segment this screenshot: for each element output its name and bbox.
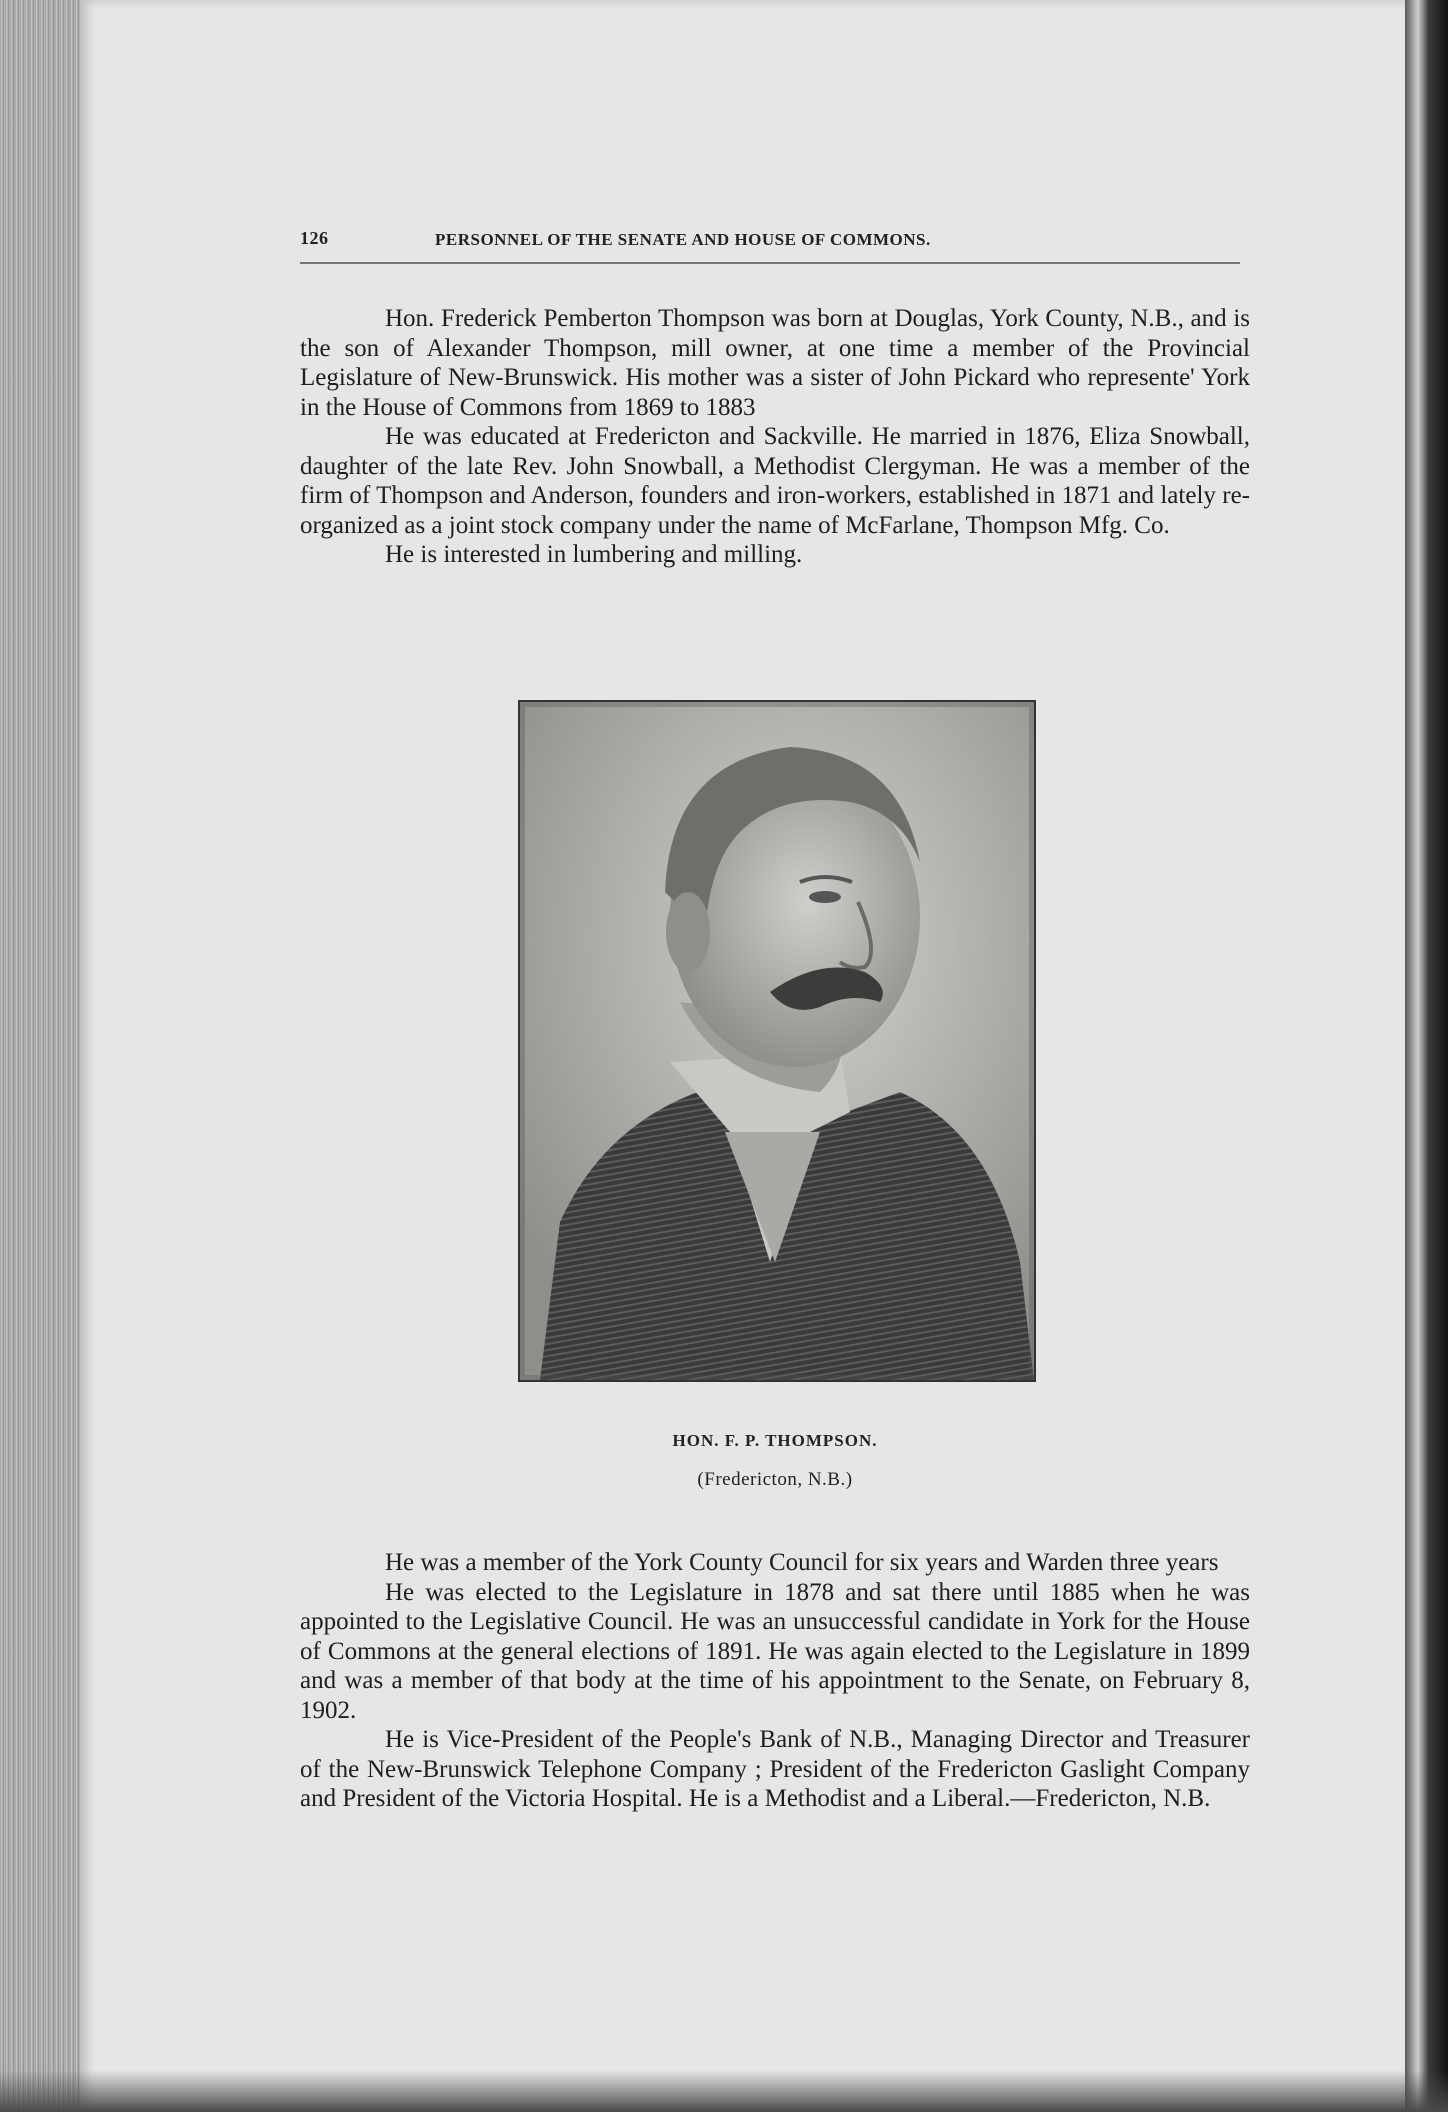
running-head	[300, 222, 1240, 264]
portrait-caption-location: (Fredericton, N.B.)	[697, 1469, 853, 1490]
paragraph: Hon. Frederick Pemberton Thompson was born at Douglas, York County, N.B., and is the son of Alexander Thompson, mill owner, at one time a member of the Provincial Legislature of New-Brunswick. His mother was a sister of John Pickard who represente' York in the House of Commons from 1869 to 1883	[300, 305, 1250, 421]
page-number: 126	[300, 228, 329, 248]
portrait-caption-name: HON. F. P. THOMPSON.	[672, 1431, 878, 1450]
paragraph: He was educated at Fredericton and Sackville. He married in 1876, Eliza Snowball, daughter of the late Rev. John Snowball, a Methodist Clergyman. He was a member of the firm of Thompson and Anderson, founders and iron-workers, established in 1871 and lately re-organized as a joint stock company under the name of McFarlane, Thompson Mfg. Co.	[300, 423, 1250, 539]
book-binding	[1405, 0, 1448, 2112]
page-bottom-shadow	[0, 2070, 1448, 2112]
paragraph: He was a member of the York County Council for six years and Warden three years	[385, 1549, 1219, 1576]
paragraph: He is Vice-President of the People's Bank of N.B., Managing Director and Treasurer of the New-Brunswick Telephone Company ; President of the Fredericton Gaslight Company and President of the Victoria Hospital. He is a Methodist and a Liberal.—Fredericton, N.B.	[300, 1726, 1250, 1812]
page-stack-edge	[0, 0, 92, 2112]
running-title: PERSONNEL OF THE SENATE AND HOUSE OF COMMONS.	[435, 230, 931, 249]
biography-text-top	[300, 304, 1250, 570]
biography-text-bottom	[300, 1548, 1250, 1814]
portrait-illustration	[520, 702, 1034, 1380]
paragraph: He was elected to the Legislature in 1878 and sat there until 1885 when he was appointed to the Legislative Council. He was an unsuccessful candidate in York for the House of Commons at the general elections of 1891. He was again elected to the Legislature in 1899 and was a member of that body at the time of his appointment to the Senate, on February 8, 1902.	[300, 1578, 1250, 1724]
portrait-photo	[518, 700, 1036, 1382]
paragraph: He is interested in lumbering and milling.	[385, 541, 803, 568]
